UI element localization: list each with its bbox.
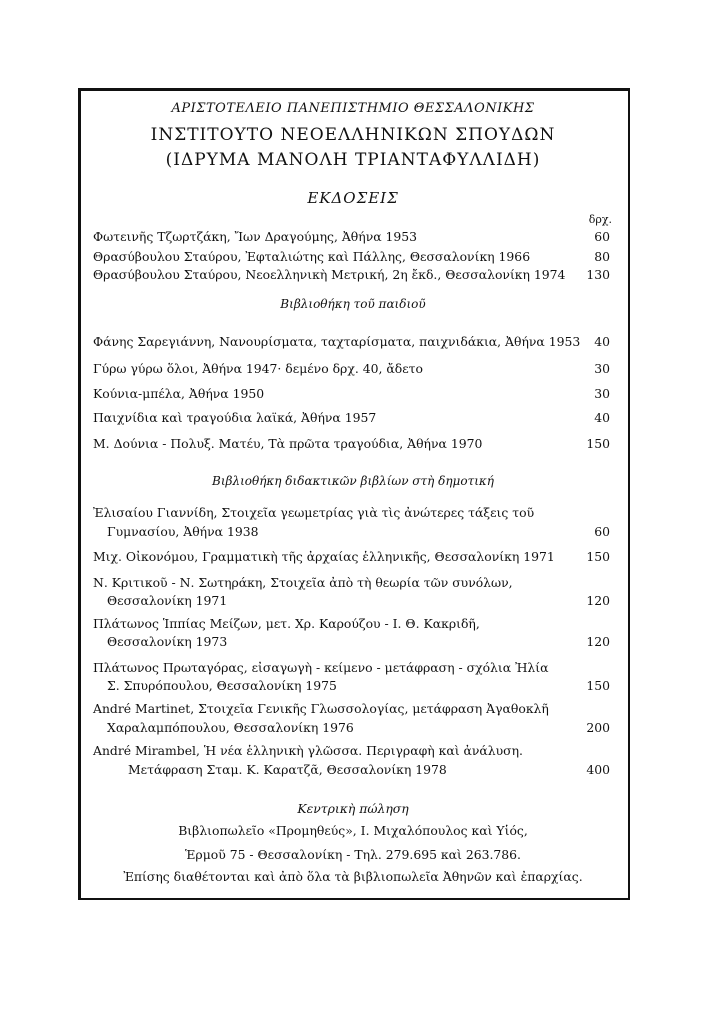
- list-item-continuation: Θεσσαλονίκη 1973: [107, 634, 228, 649]
- university-name: ΑΡΙΣΤΟΤΕΛΕΙΟ ΠΑΝΕΠΙΣΤΗΜΙΟ ΘΕΣΣΑΛΟΝΙΚΗΣ: [171, 101, 535, 116]
- price: 40: [594, 334, 610, 349]
- list-item-continuation: Θεσσαλονίκη 1971: [107, 593, 228, 608]
- list-item: André Mirambel, Ἡ νέα ἑλληνικὴ γλῶσσα. Περιγραφὴ καὶ ἀνάλυση.: [93, 743, 523, 758]
- list-item: André Martinet, Στοιχεῖα Γενικῆς Γλωσσολογίας, μετάφραση Ἀγαθοκλῆ: [93, 701, 549, 716]
- list-item: Παιχνίδια καὶ τραγούδια λαϊκά, Ἀθήνα 1957: [93, 410, 377, 425]
- section-heading-textbooks: Βιβλιοθήκη διδακτικῶν βιβλίων στὴ δημοτική: [212, 474, 494, 488]
- footer-address-line: Βιβλιοπωλεῖο «Προμηθεύς», Ι. Μιχαλόπουλος καὶ Υἱός,: [178, 823, 528, 838]
- institute-name: ΙΝΣΤΙΤΟΥΤΟ ΝΕΟΕΛΛΗΝΙΚΩΝ ΣΠΟΥΔΩΝ: [150, 125, 556, 145]
- price: 30: [594, 386, 610, 401]
- currency-label: δρχ.: [588, 213, 612, 226]
- price: 150: [586, 436, 610, 451]
- price: 400: [586, 762, 610, 777]
- list-item-continuation: Χαραλαμπόπουλου, Θεσσαλονίκη 1976: [107, 720, 354, 735]
- page-frame: [78, 88, 630, 900]
- footer-note: Ἐπίσης διαθέτονται καὶ ἀπὸ ὅλα τὰ βιβλιοπωλεῖα Ἀθηνῶν καὶ ἐπαρχίας.: [123, 869, 583, 884]
- list-item-continuation: Γυμνασίου, Ἀθήνα 1938: [107, 524, 259, 539]
- price: 30: [594, 361, 610, 376]
- list-item: Μ. Δούνια - Πολυξ. Ματέυ, Τὰ πρῶτα τραγούδια, Ἀθήνα 1970: [93, 436, 483, 451]
- price: 60: [594, 229, 610, 244]
- section-heading-children: Βιβλιοθήκη τοῦ παιδιοῦ: [280, 297, 426, 311]
- foundation-name: (ΙΔΡΥΜΑ ΜΑΝΟΛΗ ΤΡΙΑΝΤΑΦΥΛΛΙΔΗ): [165, 150, 541, 170]
- price: 200: [586, 720, 610, 735]
- list-item: Γύρω γύρω ὅλοι, Ἀθήνα 1947· δεμένο δρχ. 40, ἄδετο: [93, 361, 423, 376]
- list-item: Κούνια-μπέλα, Ἀθήνα 1950: [93, 386, 265, 401]
- price: 80: [594, 249, 610, 264]
- list-item: Θρασύβουλου Σταύρου, Ἐφταλιώτης καὶ Πάλλης, Θεσσαλονίκη 1966: [93, 249, 531, 264]
- price: 130: [586, 267, 610, 282]
- page-title: ΕΚΔΟΣΕΙΣ: [307, 189, 399, 207]
- price: 40: [594, 410, 610, 425]
- list-item: Φάνης Σαρεγιάννη, Νανουρίσματα, ταχταρίσματα, παιχνιδάκια, Ἀθήνα 1953: [93, 334, 581, 349]
- price: 120: [586, 634, 610, 649]
- list-item: Πλάτωνος Πρωταγόρας, εἰσαγωγὴ - κείμενο - μετάφραση - σχόλια Ἠλία: [93, 660, 549, 675]
- price: 150: [586, 549, 610, 564]
- list-item: Ν. Κριτικοῦ - Ν. Σωτηράκη, Στοιχεῖα ἀπὸ τὴ θεωρία τῶν συνόλων,: [93, 575, 513, 590]
- price: 60: [594, 524, 610, 539]
- footer-heading: Κεντρικὴ πώληση: [297, 801, 409, 816]
- list-item-continuation: Μετάφραση Σταμ. Κ. Καρατζᾶ, Θεσσαλονίκη 1978: [128, 762, 447, 777]
- list-item: Θρασύβουλου Σταύρου, Νεοελληνικὴ Μετρική, 2η ἔκδ., Θεσσαλονίκη 1974: [93, 267, 566, 282]
- list-item: Πλάτωνος Ἱππίας Μείζων, μετ. Χρ. Καρούζου - Ι. Θ. Κακριδῆ,: [93, 616, 480, 631]
- price: 150: [586, 678, 610, 693]
- list-item: Ἐλισαίου Γιαννίδη, Στοιχεῖα γεωμετρίας γιὰ τὶς ἀνώτερες τάξεις τοῦ: [93, 505, 535, 520]
- list-item: Φωτεινῆς Τζωρτζάκη, Ἴων Δραγούμης, Ἀθήνα 1953: [93, 229, 418, 244]
- list-item-continuation: Σ. Σπυρόπουλου, Θεσσαλονίκη 1975: [107, 678, 337, 693]
- footer-address-line: Ἑρμοῦ 75 - Θεσσαλονίκη - Τηλ. 279.695 καὶ 263.786.: [185, 847, 521, 862]
- price: 120: [586, 593, 610, 608]
- list-item: Μιχ. Οἰκονόμου, Γραμματικὴ τῆς ἀρχαίας ἑλληνικῆς, Θεσσαλονίκη 1971: [93, 549, 555, 564]
